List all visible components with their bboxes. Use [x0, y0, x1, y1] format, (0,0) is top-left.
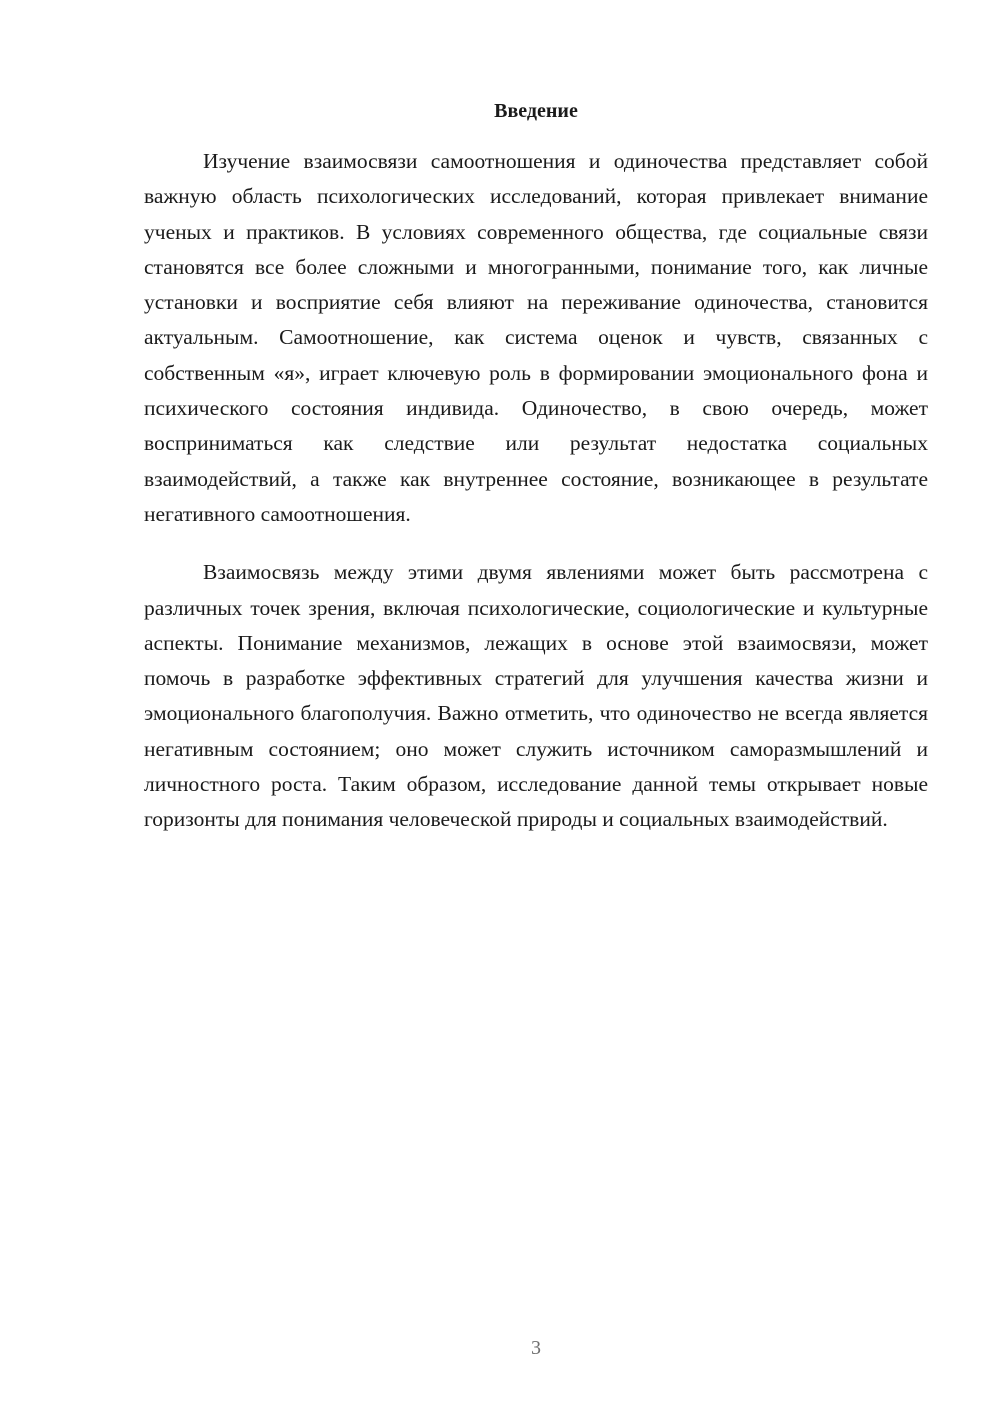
paragraph-2: Взаимосвязь между этими двумя явлениями может быть рассмотрена с различных точек зрения, включая психологические, социологические и культурные аспекты. Понимание механизмов, лежащих в основе этой взаимосвязи, может помочь в разработке эффективных стратегий для улучшения качества жизни и эмоционального благополучия. Важно отметить, что одиночество не всегда является негативным состоянием; оно может служить источником саморазмышлений и личностного роста. Таким образом, исследование данной темы открывает новые горизонты для понимания человеческой природы и социальных взаимодействий.	[144, 560, 928, 832]
paragraph-1: Изучение взаимосвязи самоотношения и одиночества представляет собой важную область психологических исследований, которая привлекает внимание ученых и практиков. В условиях современного общества, где социальные связи становятся все более сложными и многогранными, понимание того, как личные установки и восприятие себя влияют на переживание одиночества, становится актуальным. Самоотношение, как система оценок и чувств, связанных с собственным «я», играет ключевую роль в формировании эмоционального фона и психического состояния индивида. Одиночество, в свою очередь, может восприниматься как следствие или результат недостатка социальных взаимодействий, а также как внутреннее состояние, возникающее в результате негативного самоотношения.	[144, 149, 928, 526]
section-title: Введение	[494, 100, 578, 122]
body-text	[144, 144, 928, 838]
page-number: 3	[531, 1337, 541, 1359]
